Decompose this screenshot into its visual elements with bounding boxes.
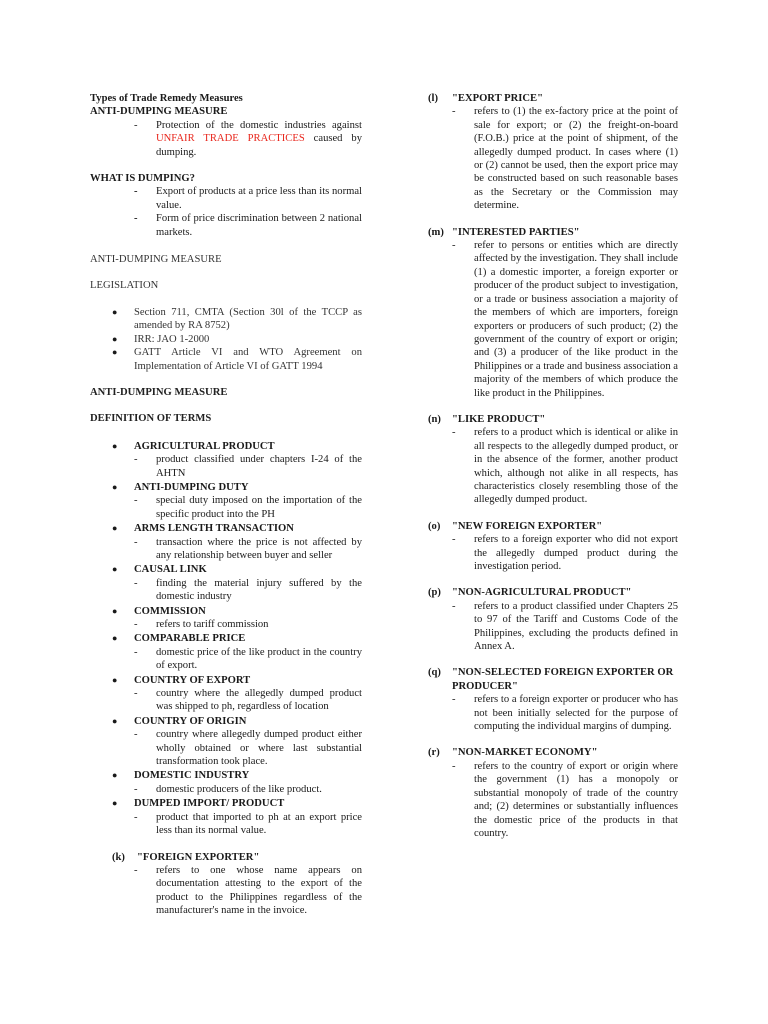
entry-letter: (p)	[428, 587, 441, 599]
bullet-icon: ●	[112, 333, 118, 344]
term-item	[90, 440, 362, 453]
term-definition-text: country where the allegedly dumped product was shipped to ph, regardless of location	[156, 688, 362, 713]
term-definition-text: domestic price of the like product in the country of export.	[156, 646, 362, 672]
entry-definition-text: refers to the country of export or origin where the government (1) has a monopoly or substantial monopoly of trade of the country and; (2) determines or substantially influences the domestic price of the products in that country.	[474, 760, 678, 839]
entry-letter: (q)	[428, 667, 441, 679]
legislation-item	[90, 306, 362, 333]
dash-marker: -	[134, 577, 138, 589]
term-item	[90, 563, 362, 576]
dash-marker: -	[452, 600, 456, 612]
term-name: COMMISSION	[134, 605, 206, 617]
term-definition	[90, 618, 362, 631]
bullet-icon: ●	[112, 564, 118, 575]
term-item	[90, 797, 362, 810]
dash-marker: -	[134, 495, 138, 507]
dash-marker: -	[134, 119, 138, 131]
definition-entry	[428, 413, 678, 507]
term-definition	[90, 453, 362, 480]
dash-marker: -	[134, 688, 138, 700]
entry-name: "NON-AGRICULTURAL PRODUCT"	[452, 587, 632, 599]
term-item	[90, 769, 362, 782]
term-definition-text: product that imported to ph at an export price less than its normal value.	[156, 811, 362, 837]
dash-marker: -	[134, 213, 138, 225]
term-definition	[90, 646, 362, 673]
entry-name: "FOREIGN EXPORTER"	[137, 851, 260, 863]
entry-letter: (m)	[428, 226, 444, 238]
entry-definition	[428, 533, 678, 573]
term-definition-text: finding the material injury suffered by the domestic industry	[156, 577, 362, 603]
dash-marker: -	[134, 811, 138, 823]
entry-definition-text: refers to a product classified under Chapters 25 to 97 of the Tariff and Customs Code of the Philippines, excluding the products defined in Annex A.	[474, 600, 678, 653]
entry-definition	[428, 105, 678, 212]
entry-definition-text: refers to one whose name appears on documentation attesting to the export of the product to the Philippines regardless of the manufacturer's name in the invoice.	[156, 864, 362, 917]
entry-definition	[428, 426, 678, 506]
term-definition-text: country where allegedly dumped product either wholly obtained or where last substantial transformation took place.	[156, 729, 362, 768]
entry-letter: (l)	[428, 93, 438, 104]
entry-definition-text: refers to a foreign exporter or producer who has not been initially selected for the purpose of computing the individual margins of dumping.	[474, 694, 678, 733]
term-item	[90, 674, 362, 687]
entry-name: "NON-MARKET ECONOMY"	[452, 747, 598, 759]
definition-entry	[428, 226, 678, 400]
entry-letter: (k)	[112, 851, 125, 863]
legislation-item-text: GATT Article VI and WTO Agreement on Implementation of Article VI of GATT 1994	[134, 347, 362, 372]
entry-letter: (r)	[428, 747, 440, 759]
entry-definition	[428, 760, 678, 840]
term-definition	[90, 577, 362, 604]
entry-definition-text: refers to a foreign exporter who did not export the allegedly dumped product during the investigation period.	[474, 534, 678, 572]
entry-heading	[428, 92, 678, 105]
term-name: COUNTRY OF EXPORT	[134, 674, 251, 686]
anti-dumping-measure-heading-2: ANTI-DUMPING MEASURE	[90, 386, 228, 398]
term-name: COUNTRY OF ORIGIN	[134, 715, 247, 727]
what-is-dumping-heading: WHAT IS DUMPING?	[90, 173, 195, 185]
legislation-item-text: Section 711, CMTA (Section 30l of the TCCP as amended by RA 8752)	[134, 306, 362, 332]
definitions-list	[428, 92, 678, 840]
term-item	[90, 605, 362, 618]
entry-letter: (o)	[428, 520, 441, 532]
dash-marker: -	[134, 186, 138, 198]
term-definition	[90, 783, 362, 796]
entry-heading	[428, 666, 678, 693]
entry-definition-text: refers to (1) the ex-factory price at the point of sale for export; or (2) the freight-on-board (F.O.B.) price at the point of shipment, of the allegedly dumped product. In cases where (1) or (2) cannot be used, then the export price may be constructed based on such reasonable bases as the Secretary or the Commission may determine.	[474, 106, 678, 212]
dash-marker: -	[134, 454, 138, 466]
entry-heading	[428, 226, 678, 239]
entry-heading	[428, 746, 678, 759]
definition-entry	[428, 746, 678, 840]
entry-definition	[90, 864, 362, 918]
right-column	[428, 92, 678, 853]
entry-definition-text: refer to persons or entities which are directly affected by the investigation. They shall include (1) a domestic importer, a foreign exporter or producer of the product subject to investigation, or a trade or business association a majority of the members of which are importers, foreign exporters or producers of such product; (2) the government of the country of export or origin; and (3) a producer of the like product in the Philippines or a trade and business association a majority of the members of which produce the like product in the Philippines.	[474, 240, 678, 399]
dash-marker: -	[452, 534, 456, 546]
legislation-item	[90, 346, 362, 373]
dash-marker: -	[452, 760, 456, 772]
term-definition-text: special duty imposed on the importation of the specific product into the PH	[156, 495, 362, 520]
term-definition	[90, 494, 362, 521]
bullet-icon: ●	[112, 306, 118, 317]
legislation-list	[90, 306, 362, 373]
definition-of-terms-heading: DEFINITION OF TERMS	[90, 413, 212, 425]
entry-name: "NEW FOREIGN EXPORTER"	[452, 520, 603, 532]
bullet-icon: ●	[112, 798, 118, 809]
entry-name: "EXPORT PRICE"	[452, 93, 543, 104]
dash-marker: -	[134, 783, 138, 795]
dash-marker: -	[134, 729, 138, 741]
term-item	[90, 481, 362, 494]
document-title: Types of Trade Remedy Measures	[90, 93, 243, 104]
bullet-icon: ●	[112, 633, 118, 644]
bullet-icon: ●	[112, 605, 118, 616]
definition-entry	[428, 586, 678, 653]
bullet-icon: ●	[112, 440, 118, 451]
dash-marker: -	[452, 427, 456, 439]
entry-letter: (n)	[428, 413, 441, 425]
definition-entry	[428, 666, 678, 733]
dumping-item	[90, 185, 362, 212]
term-item	[90, 632, 362, 645]
term-name: DUMPED IMPORT/ PRODUCT	[134, 798, 285, 810]
entry-heading	[428, 586, 678, 599]
term-item	[90, 522, 362, 535]
term-definition-text: transaction where the price is not affected by any relationship between buyer and seller	[156, 536, 362, 561]
dash-marker: -	[134, 646, 138, 658]
protection-text-after: caused by dumping.	[156, 133, 363, 158]
term-name: ANTI-DUMPING DUTY	[134, 481, 249, 493]
legislation-item-text: IRR: JAO 1-2000	[134, 333, 210, 345]
term-definition	[90, 811, 362, 838]
entry-name: "NON-SELECTED FOREIGN EXPORTER OR PRODUCER"	[452, 667, 674, 692]
term-name: COMPARABLE PRICE	[134, 633, 246, 645]
dash-marker: -	[134, 864, 138, 876]
terms-list	[90, 440, 362, 838]
term-definition-text: refers to tariff commission	[156, 619, 269, 630]
section-heading-anti-dumping: ANTI-DUMPING MEASURE	[90, 106, 228, 118]
term-definition-text: product classified under chapters I-24 of the AHTN	[156, 454, 362, 479]
left-column	[90, 92, 362, 918]
term-item	[90, 715, 362, 728]
dash-marker: -	[134, 536, 138, 548]
definition-entry	[428, 92, 678, 213]
dumping-item-text: Export of products at a price less than its normal value.	[156, 186, 362, 211]
dumping-item-text: Form of price discrimination between 2 national markets.	[156, 213, 362, 238]
entry-heading	[112, 851, 362, 864]
protection-text-before: Protection of the domestic industries against	[156, 119, 362, 131]
dumping-item	[90, 212, 362, 239]
term-name: AGRICULTURAL PRODUCT	[134, 440, 275, 452]
protection-text	[156, 119, 362, 159]
term-definition-text: domestic producers of the like product.	[156, 783, 322, 795]
definition-entry	[428, 520, 678, 574]
entry-definition	[428, 600, 678, 654]
term-definition	[90, 728, 362, 768]
bullet-icon: ●	[112, 523, 118, 534]
entry-heading	[428, 413, 678, 426]
bullet-icon: ●	[112, 481, 118, 492]
bullet-icon: ●	[112, 715, 118, 726]
dash-marker: -	[452, 240, 456, 252]
entry-definition-text: refers to a product which is identical or alike in all respects to the allegedly dumped product, or in the absence of the former, another product which, although not alike in all respects, has characteristics closely resembling those of the allegedly dumped product.	[474, 427, 678, 506]
dash-marker: -	[452, 694, 456, 706]
dash-marker: -	[452, 106, 456, 118]
term-name: DOMESTIC INDUSTRY	[134, 770, 250, 782]
entry-heading	[428, 520, 678, 533]
legislation-item	[90, 333, 362, 346]
unfair-trade-practices-highlight: UNFAIR TRADE PRACTICES	[156, 133, 305, 145]
entry-definition	[428, 239, 678, 400]
entry-name: "LIKE PRODUCT"	[452, 413, 546, 425]
entry-name: "INTERESTED PARTIES"	[452, 226, 580, 238]
term-definition	[90, 536, 362, 563]
bullet-icon: ●	[112, 347, 118, 358]
term-name: ARMS LENGTH TRANSACTION	[134, 523, 294, 535]
bullet-icon: ●	[112, 770, 118, 781]
protection-item	[90, 119, 362, 159]
entry-definition	[428, 693, 678, 733]
term-name: CAUSAL LINK	[134, 564, 207, 576]
legislation-heading: LEGISLATION	[90, 280, 159, 292]
dash-marker: -	[134, 619, 138, 630]
anti-dumping-measure-heading: ANTI-DUMPING MEASURE	[90, 254, 222, 266]
bullet-icon: ●	[112, 674, 118, 685]
term-definition	[90, 687, 362, 714]
